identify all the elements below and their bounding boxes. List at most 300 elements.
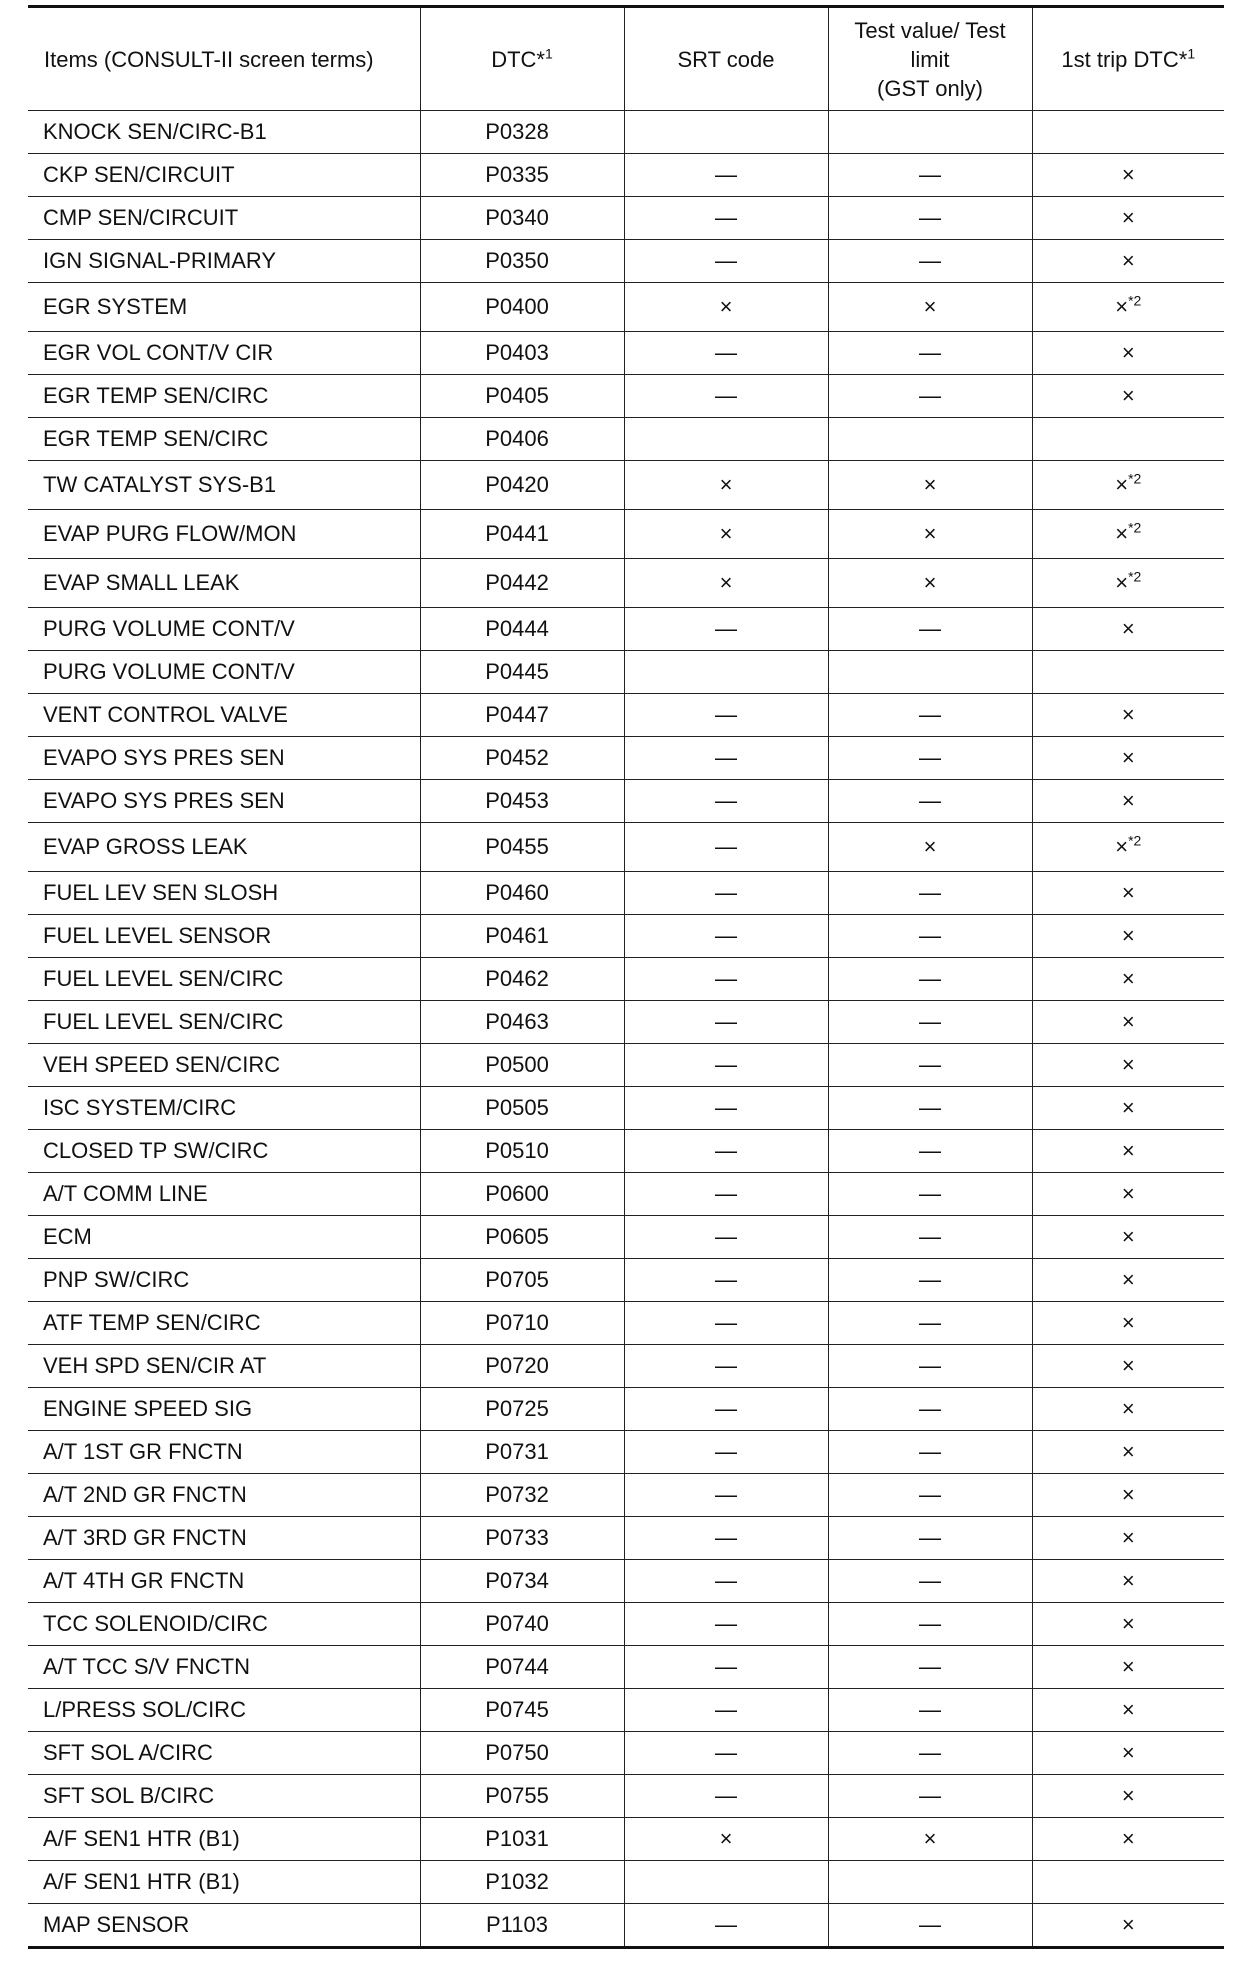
cell-item-text: EVAP SMALL LEAK — [43, 570, 240, 595]
cell-dtc-text: P0442 — [485, 570, 549, 595]
cell-test-value — [828, 510, 1032, 559]
cell-srt-code — [624, 1818, 828, 1861]
cell-srt-code-text: — — [715, 1525, 737, 1550]
cell-first-trip-dtc-text: × — [1121, 162, 1135, 187]
cell-first-trip-dtc — [1032, 1216, 1224, 1259]
cell-dtc-text: P0755 — [485, 1783, 549, 1808]
cell-test-value — [828, 737, 1032, 780]
cell-test-value — [828, 1646, 1032, 1689]
cell-first-trip-dtc — [1032, 111, 1224, 154]
cell-dtc-text: P0732 — [485, 1482, 549, 1507]
cell-item — [28, 1431, 420, 1474]
table-row — [28, 1517, 1224, 1560]
cell-dtc-text: P0745 — [485, 1697, 549, 1722]
cell-srt-code-text: — — [715, 1009, 737, 1034]
cell-srt-code — [624, 1775, 828, 1818]
cell-dtc — [420, 651, 624, 694]
cell-test-value — [828, 1302, 1032, 1345]
cell-item-text: FUEL LEV SEN SLOSH — [43, 880, 279, 905]
cell-srt-code-text: — — [715, 162, 737, 187]
cell-first-trip-dtc — [1032, 197, 1224, 240]
cell-test-value-text: — — [919, 1181, 941, 1206]
cell-test-value-text: × — [923, 294, 937, 319]
table-row — [28, 608, 1224, 651]
cell-srt-code-text: — — [715, 745, 737, 770]
cell-test-value — [828, 1861, 1032, 1904]
cell-first-trip-dtc-text: × — [1121, 1697, 1135, 1722]
cell-dtc-text: P0725 — [485, 1396, 549, 1421]
cell-srt-code-text: — — [715, 880, 737, 905]
cell-item-text: A/T TCC S/V FNCTN — [43, 1654, 250, 1679]
header-first-trip-dtc: 1st trip DTC*$^1$ — [1032, 7, 1224, 111]
cell-dtc-text: P1032 — [485, 1869, 549, 1894]
cell-first-trip-dtc — [1032, 780, 1224, 823]
cell-dtc — [420, 1173, 624, 1216]
cell-test-value — [828, 1517, 1032, 1560]
cell-dtc — [420, 510, 624, 559]
cell-test-value-text: — — [919, 1525, 941, 1550]
table-header-row — [28, 7, 1224, 111]
cell-srt-code-text: — — [715, 205, 737, 230]
cell-dtc-text: P0403 — [485, 340, 549, 365]
cell-item-text: CLOSED TP SW/CIRC — [43, 1138, 269, 1163]
cell-srt-code-text: — — [715, 1611, 737, 1636]
cell-test-value — [828, 1345, 1032, 1388]
cell-dtc-text: P0441 — [485, 521, 549, 546]
cell-test-value — [828, 1130, 1032, 1173]
cell-test-value-text: — — [919, 1654, 941, 1679]
cell-test-value — [828, 1560, 1032, 1603]
cell-item-text: CKP SEN/CIRCUIT — [43, 162, 235, 187]
cell-test-value-text: — — [919, 205, 941, 230]
cell-dtc-text: P0445 — [485, 659, 549, 684]
cell-srt-code — [624, 154, 828, 197]
table-row — [28, 1302, 1224, 1345]
cell-first-trip-dtc-text: × — [1121, 1482, 1135, 1507]
cell-dtc-text: P0744 — [485, 1654, 549, 1679]
cell-test-value — [828, 375, 1032, 418]
table-row — [28, 823, 1224, 872]
cell-test-value — [828, 461, 1032, 510]
cell-item-text: A/T 3RD GR FNCTN — [43, 1525, 247, 1550]
cell-srt-code-text: — — [715, 1654, 737, 1679]
cell-item-text: VEH SPEED SEN/CIRC — [43, 1052, 281, 1077]
cell-srt-code — [624, 694, 828, 737]
cell-item-text: PURG VOLUME CONT/V — [43, 659, 295, 684]
table-row — [28, 1904, 1224, 1948]
cell-first-trip-dtc — [1032, 283, 1224, 332]
cell-first-trip-dtc-text: × — [1121, 205, 1135, 230]
cell-srt-code-text: — — [715, 1568, 737, 1593]
table-row — [28, 461, 1224, 510]
cell-test-value-text: — — [919, 1396, 941, 1421]
cell-first-trip-dtc — [1032, 958, 1224, 1001]
cell-first-trip-dtc-text: × — [1121, 1310, 1135, 1335]
cell-test-value — [828, 1732, 1032, 1775]
cell-item — [28, 510, 420, 559]
cell-dtc-text: P0734 — [485, 1568, 549, 1593]
header-dtc: DTC*$^1$ — [420, 7, 624, 111]
cell-srt-code-text: — — [715, 1181, 737, 1206]
cell-dtc — [420, 780, 624, 823]
cell-test-value-text: — — [919, 340, 941, 365]
cell-dtc-text: P0340 — [485, 205, 549, 230]
cell-item — [28, 958, 420, 1001]
cell-first-trip-dtc-text: × — [1121, 383, 1135, 408]
cell-first-trip-dtc — [1032, 1173, 1224, 1216]
cell-item-text: KNOCK SEN/CIRC-B1 — [43, 119, 267, 144]
cell-dtc-text: P0328 — [485, 119, 549, 144]
cell-srt-code — [624, 780, 828, 823]
cell-first-trip-dtc — [1032, 1603, 1224, 1646]
cell-item — [28, 1130, 420, 1173]
cell-test-value-text: — — [919, 966, 941, 991]
cell-first-trip-dtc — [1032, 1388, 1224, 1431]
cell-first-trip-dtc — [1032, 1517, 1224, 1560]
cell-first-trip-dtc-text: × — [1121, 788, 1135, 813]
cell-dtc-text: P0710 — [485, 1310, 549, 1335]
cell-test-value-text: — — [919, 1052, 941, 1077]
cell-item-text: EVAPO SYS PRES SEN — [43, 788, 285, 813]
cell-dtc — [420, 1517, 624, 1560]
cell-test-value-text: × — [923, 1826, 937, 1851]
cell-first-trip-dtc — [1032, 1818, 1224, 1861]
cell-dtc — [420, 1388, 624, 1431]
cell-item-text: ECM — [43, 1224, 92, 1249]
cell-dtc-text: P0455 — [485, 834, 549, 859]
cell-item-text: EVAPO SYS PRES SEN — [43, 745, 285, 770]
table-row — [28, 915, 1224, 958]
cell-srt-code-text: — — [715, 248, 737, 273]
cell-srt-code-text: — — [715, 1697, 737, 1722]
cell-test-value-text: — — [919, 1783, 941, 1808]
cell-item — [28, 651, 420, 694]
cell-first-trip-dtc — [1032, 608, 1224, 651]
cell-srt-code — [624, 823, 828, 872]
cell-srt-code-text: — — [715, 1482, 737, 1507]
cell-first-trip-dtc-text: ×$^{*2}$ — [1115, 568, 1142, 595]
cell-first-trip-dtc-text: × — [1121, 1568, 1135, 1593]
cell-first-trip-dtc — [1032, 510, 1224, 559]
table-row — [28, 1560, 1224, 1603]
cell-srt-code-text: — — [715, 788, 737, 813]
cell-first-trip-dtc-text: × — [1121, 1912, 1135, 1937]
cell-test-value-text: — — [919, 745, 941, 770]
cell-test-value — [828, 608, 1032, 651]
cell-first-trip-dtc-text: × — [1121, 340, 1135, 365]
cell-srt-code-text: — — [715, 340, 737, 365]
table-row — [28, 1173, 1224, 1216]
cell-dtc — [420, 1861, 624, 1904]
cell-first-trip-dtc-text: × — [1121, 248, 1135, 273]
cell-test-value-text: × — [923, 472, 937, 497]
cell-first-trip-dtc — [1032, 1001, 1224, 1044]
cell-item-text: A/F SEN1 HTR (B1) — [43, 1869, 240, 1894]
cell-dtc — [420, 1818, 624, 1861]
cell-srt-code — [624, 1603, 828, 1646]
cell-dtc — [420, 1775, 624, 1818]
cell-dtc-text: P0447 — [485, 702, 549, 727]
cell-item-text: PNP SW/CIRC — [43, 1267, 190, 1292]
cell-item — [28, 1775, 420, 1818]
cell-item — [28, 823, 420, 872]
cell-test-value — [828, 651, 1032, 694]
cell-item-text: L/PRESS SOL/CIRC — [43, 1697, 246, 1722]
cell-test-value — [828, 240, 1032, 283]
table-row — [28, 1603, 1224, 1646]
cell-first-trip-dtc-text: × — [1121, 1181, 1135, 1206]
table-row — [28, 1689, 1224, 1732]
table-row — [28, 1130, 1224, 1173]
cell-test-value-text: — — [919, 1353, 941, 1378]
cell-dtc — [420, 1087, 624, 1130]
cell-srt-code-text: — — [715, 383, 737, 408]
cell-dtc — [420, 283, 624, 332]
cell-item-text: VENT CONTROL VALVE — [43, 702, 288, 727]
cell-item-text: FUEL LEVEL SENSOR — [43, 923, 272, 948]
cell-dtc — [420, 872, 624, 915]
cell-item — [28, 1603, 420, 1646]
table-row — [28, 240, 1224, 283]
cell-item-text: A/T 1ST GR FNCTN — [43, 1439, 243, 1464]
cell-srt-code — [624, 197, 828, 240]
cell-test-value — [828, 418, 1032, 461]
cell-dtc — [420, 1130, 624, 1173]
cell-item-text: IGN SIGNAL-PRIMARY — [43, 248, 277, 273]
cell-dtc — [420, 1345, 624, 1388]
cell-item-text: FUEL LEVEL SEN/CIRC — [43, 966, 284, 991]
cell-dtc — [420, 1646, 624, 1689]
cell-dtc-text: P0405 — [485, 383, 549, 408]
cell-dtc-text: P0705 — [485, 1267, 549, 1292]
cell-srt-code — [624, 1431, 828, 1474]
cell-srt-code-text: — — [715, 1267, 737, 1292]
cell-first-trip-dtc-text: × — [1121, 1224, 1135, 1249]
cell-item — [28, 1560, 420, 1603]
cell-dtc — [420, 608, 624, 651]
cell-srt-code — [624, 651, 828, 694]
cell-test-value-text: — — [919, 788, 941, 813]
table-row — [28, 737, 1224, 780]
cell-first-trip-dtc — [1032, 1474, 1224, 1517]
table-row — [28, 872, 1224, 915]
cell-first-trip-dtc — [1032, 332, 1224, 375]
cell-item-text: FUEL LEVEL SEN/CIRC — [43, 1009, 284, 1034]
cell-dtc-text: P0452 — [485, 745, 549, 770]
table-row — [28, 1474, 1224, 1517]
cell-first-trip-dtc-text: × — [1121, 923, 1135, 948]
cell-srt-code-text: — — [715, 702, 737, 727]
table-row — [28, 780, 1224, 823]
cell-dtc — [420, 1689, 624, 1732]
cell-first-trip-dtc — [1032, 461, 1224, 510]
cell-test-value — [828, 1001, 1032, 1044]
cell-dtc — [420, 958, 624, 1001]
cell-dtc — [420, 197, 624, 240]
cell-item-text: EGR TEMP SEN/CIRC — [43, 426, 269, 451]
cell-first-trip-dtc — [1032, 154, 1224, 197]
cell-srt-code — [624, 1302, 828, 1345]
cell-test-value — [828, 283, 1032, 332]
table-row — [28, 1388, 1224, 1431]
cell-first-trip-dtc — [1032, 1732, 1224, 1775]
table-row — [28, 1345, 1224, 1388]
cell-item-text: SFT SOL A/CIRC — [43, 1740, 213, 1765]
table-row — [28, 1732, 1224, 1775]
cell-item-text: SFT SOL B/CIRC — [43, 1783, 215, 1808]
cell-test-value — [828, 1087, 1032, 1130]
cell-item-text: ENGINE SPEED SIG — [43, 1396, 253, 1421]
cell-test-value-text: — — [919, 1267, 941, 1292]
cell-dtc — [420, 823, 624, 872]
cell-first-trip-dtc-text: × — [1121, 1740, 1135, 1765]
cell-test-value — [828, 1775, 1032, 1818]
cell-first-trip-dtc-text: × — [1121, 1009, 1135, 1034]
cell-item — [28, 1044, 420, 1087]
cell-srt-code-text: — — [715, 1396, 737, 1421]
header-test-value: Test value/ Test limit (GST only) — [828, 7, 1032, 111]
cell-item — [28, 694, 420, 737]
cell-srt-code — [624, 1216, 828, 1259]
table-row — [28, 1775, 1224, 1818]
cell-dtc-text: P0462 — [485, 966, 549, 991]
cell-first-trip-dtc — [1032, 1130, 1224, 1173]
cell-first-trip-dtc-text: × — [1121, 1095, 1135, 1120]
cell-first-trip-dtc — [1032, 1431, 1224, 1474]
cell-dtc-text: P0605 — [485, 1224, 549, 1249]
cell-item — [28, 461, 420, 510]
cell-first-trip-dtc-text: ×$^{*2}$ — [1115, 519, 1142, 546]
cell-dtc — [420, 1603, 624, 1646]
cell-item — [28, 1517, 420, 1560]
cell-dtc-text: P1031 — [485, 1826, 549, 1851]
cell-item-text: VEH SPD SEN/CIR AT — [43, 1353, 267, 1378]
cell-item — [28, 1259, 420, 1302]
cell-first-trip-dtc — [1032, 1087, 1224, 1130]
table-row — [28, 375, 1224, 418]
cell-dtc-text: P0444 — [485, 616, 549, 641]
cell-dtc-text: P0505 — [485, 1095, 549, 1120]
cell-test-value-text: × — [923, 834, 937, 859]
cell-srt-code — [624, 915, 828, 958]
cell-item — [28, 1904, 420, 1948]
cell-test-value — [828, 958, 1032, 1001]
cell-srt-code-text: × — [719, 472, 733, 497]
cell-item — [28, 1302, 420, 1345]
cell-srt-code — [624, 111, 828, 154]
cell-test-value-text: — — [919, 1439, 941, 1464]
cell-dtc-text: P1103 — [486, 1912, 548, 1937]
cell-dtc-text: P0731 — [485, 1439, 549, 1464]
cell-first-trip-dtc — [1032, 240, 1224, 283]
cell-test-value — [828, 1904, 1032, 1948]
cell-test-value-text: — — [919, 1224, 941, 1249]
cell-dtc-text: P0400 — [485, 294, 549, 319]
cell-first-trip-dtc-text: × — [1121, 1052, 1135, 1077]
table-body — [28, 111, 1224, 1948]
cell-srt-code — [624, 559, 828, 608]
cell-srt-code — [624, 608, 828, 651]
cell-item — [28, 332, 420, 375]
cell-first-trip-dtc — [1032, 872, 1224, 915]
cell-first-trip-dtc — [1032, 1689, 1224, 1732]
cell-item — [28, 1345, 420, 1388]
cell-first-trip-dtc — [1032, 737, 1224, 780]
cell-srt-code-text: — — [715, 923, 737, 948]
cell-srt-code — [624, 332, 828, 375]
cell-test-value-text: — — [919, 162, 941, 187]
cell-first-trip-dtc — [1032, 1560, 1224, 1603]
cell-test-value-text: — — [919, 923, 941, 948]
header-items: Items (CONSULT-II screen terms) — [28, 7, 420, 111]
cell-first-trip-dtc — [1032, 418, 1224, 461]
cell-test-value — [828, 780, 1032, 823]
cell-item — [28, 559, 420, 608]
cell-item — [28, 418, 420, 461]
cell-item-text: EGR VOL CONT/V CIR — [43, 340, 274, 365]
cell-item — [28, 1689, 420, 1732]
cell-dtc — [420, 375, 624, 418]
cell-item — [28, 737, 420, 780]
cell-item — [28, 915, 420, 958]
cell-dtc — [420, 461, 624, 510]
table-row — [28, 111, 1224, 154]
cell-test-value — [828, 1259, 1032, 1302]
header-srt-code: SRT code — [624, 7, 828, 111]
cell-test-value-text: — — [919, 1611, 941, 1636]
table-row — [28, 559, 1224, 608]
cell-dtc — [420, 1216, 624, 1259]
cell-item — [28, 780, 420, 823]
table-row — [28, 1259, 1224, 1302]
cell-first-trip-dtc-text: × — [1121, 1611, 1135, 1636]
cell-test-value — [828, 823, 1032, 872]
cell-test-value-text: — — [919, 880, 941, 905]
cell-srt-code — [624, 1087, 828, 1130]
cell-item — [28, 375, 420, 418]
cell-item — [28, 1001, 420, 1044]
cell-item-text: EGR TEMP SEN/CIRC — [43, 383, 269, 408]
cell-test-value — [828, 1173, 1032, 1216]
cell-srt-code — [624, 1732, 828, 1775]
cell-first-trip-dtc-text: ×$^{*2}$ — [1115, 832, 1142, 859]
cell-first-trip-dtc — [1032, 1861, 1224, 1904]
table-row — [28, 510, 1224, 559]
cell-first-trip-dtc-text: × — [1121, 1396, 1135, 1421]
cell-dtc-text: P0350 — [485, 248, 549, 273]
cell-srt-code — [624, 375, 828, 418]
cell-item — [28, 283, 420, 332]
cell-dtc — [420, 1904, 624, 1948]
cell-test-value-text: — — [919, 383, 941, 408]
cell-dtc — [420, 915, 624, 958]
cell-dtc — [420, 418, 624, 461]
cell-dtc-text: P0406 — [485, 426, 549, 451]
cell-item — [28, 1732, 420, 1775]
table-row — [28, 197, 1224, 240]
cell-srt-code — [624, 872, 828, 915]
cell-dtc-text: P0453 — [485, 788, 549, 813]
cell-srt-code-text: × — [719, 294, 733, 319]
cell-test-value — [828, 1818, 1032, 1861]
cell-dtc-text: P0510 — [485, 1138, 549, 1163]
cell-srt-code — [624, 1345, 828, 1388]
cell-srt-code — [624, 240, 828, 283]
cell-item-text: EVAP GROSS LEAK — [43, 834, 248, 859]
cell-first-trip-dtc-text: × — [1121, 1525, 1135, 1550]
cell-first-trip-dtc-text: × — [1121, 966, 1135, 991]
cell-first-trip-dtc-text: × — [1121, 1783, 1135, 1808]
